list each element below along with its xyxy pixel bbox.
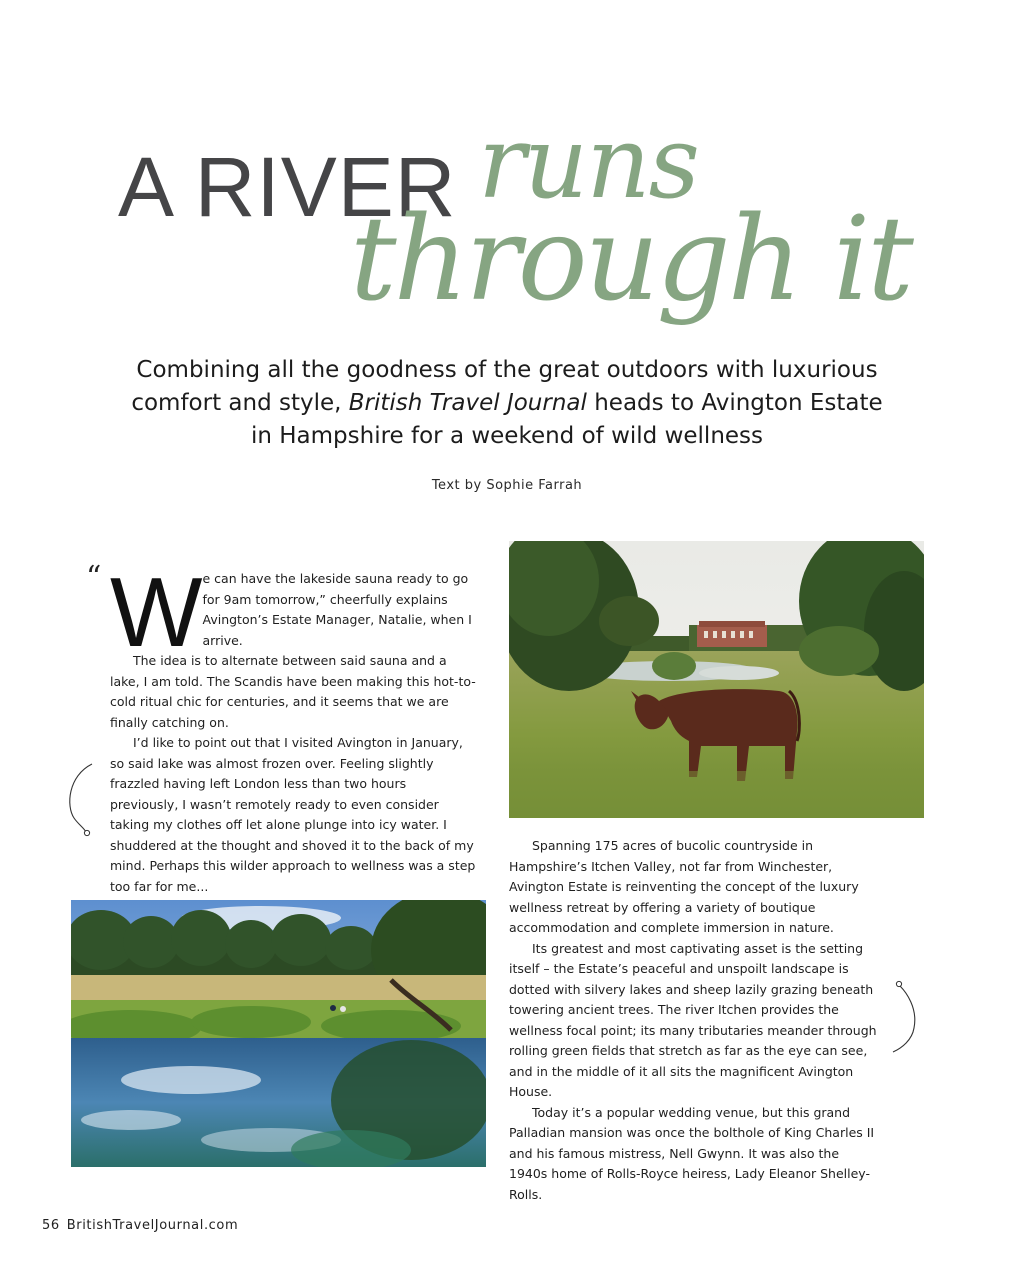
- article-paragraph: The idea is to alternate between said sauna and a lake, I am told. The Scandis have been making this hot-to-cold ritual chic for centuries, and it seems that we are finally catching on.: [110, 653, 476, 730]
- cow-estate-photo: [509, 541, 924, 818]
- decorative-bracket-left-icon: [66, 762, 96, 842]
- website-url: BritishTravelJournal.com: [66, 1218, 239, 1233]
- page-footer: [42, 1218, 245, 1233]
- title-through-it: through it: [350, 192, 911, 327]
- standfirst-text-after: heads to Avington Estate in Hampshire for a weekend of wild wellness: [250, 390, 883, 449]
- article-paragraph: Today it’s a popular wedding venue, but this grand Palladian mansion was once the bolthole of King Charles II and his famous mistress, Nell Gwynn. It was also the 1940s home of Rolls-Royce heiress, Lady Eleanor Shelley-Rolls.: [509, 1104, 875, 1202]
- title-runs: runs: [478, 104, 698, 221]
- title-a-river: A RIVER: [118, 140, 457, 234]
- byline: Text by Sophie Farrah: [431, 478, 583, 493]
- standfirst: [130, 354, 884, 453]
- article-column-right: [509, 836, 881, 1205]
- decorative-bracket-right-icon: [890, 980, 920, 1060]
- standfirst-publication: British Travel Journal: [348, 390, 587, 416]
- article-column-left: [110, 557, 476, 897]
- river-meadow-photo: [71, 900, 486, 1167]
- article-paragraph: [110, 557, 476, 667]
- page-number: 56: [42, 1218, 60, 1233]
- paragraph-text: e can have the lakeside sauna ready to go for 9am tomorrow,” cheerfully explains Avington’s Estate Manager, Natalie, when I arrive.: [202, 571, 472, 648]
- standfirst-text-before: Combining all the goodness of the great outdoors with luxurious comfort and style,: [131, 357, 878, 416]
- article-paragraph: Its greatest and most captivating asset is the setting itself – the Estate’s peaceful and unspoilt landscape is dotted with silvery lakes and sheep lazily grazing beneath towering ancient trees. The river Itchen provides the wellness focal point; its many tributaries meander through rolling green fields that stretch as far as the eye can see, and in the middle of it all sits the magnificent Avington House.: [509, 940, 877, 1099]
- opening-quote-mark: “: [86, 560, 102, 595]
- article-paragraph: I’d like to point out that I visited Avington in January, so said lake was almost frozen over. Feeling slightly frazzled having left London less than two hours previously, I wasn’t remotely ready to even consider taking my clothes off let alone plunge into icy water. I shuddered at the thought and shoved it to the back of my mind. Perhaps this wilder approach to wellness was a step too far for me...: [110, 735, 476, 894]
- article-paragraph: Spanning 175 acres of bucolic countryside in Hampshire’s Itchen Valley, not far from Winchester, Avington Estate is reinventing the concept of the luxury wellness retreat by offering a variety of boutique accommodation and complete immersion in nature.: [509, 838, 859, 935]
- drop-cap: W: [110, 557, 199, 667]
